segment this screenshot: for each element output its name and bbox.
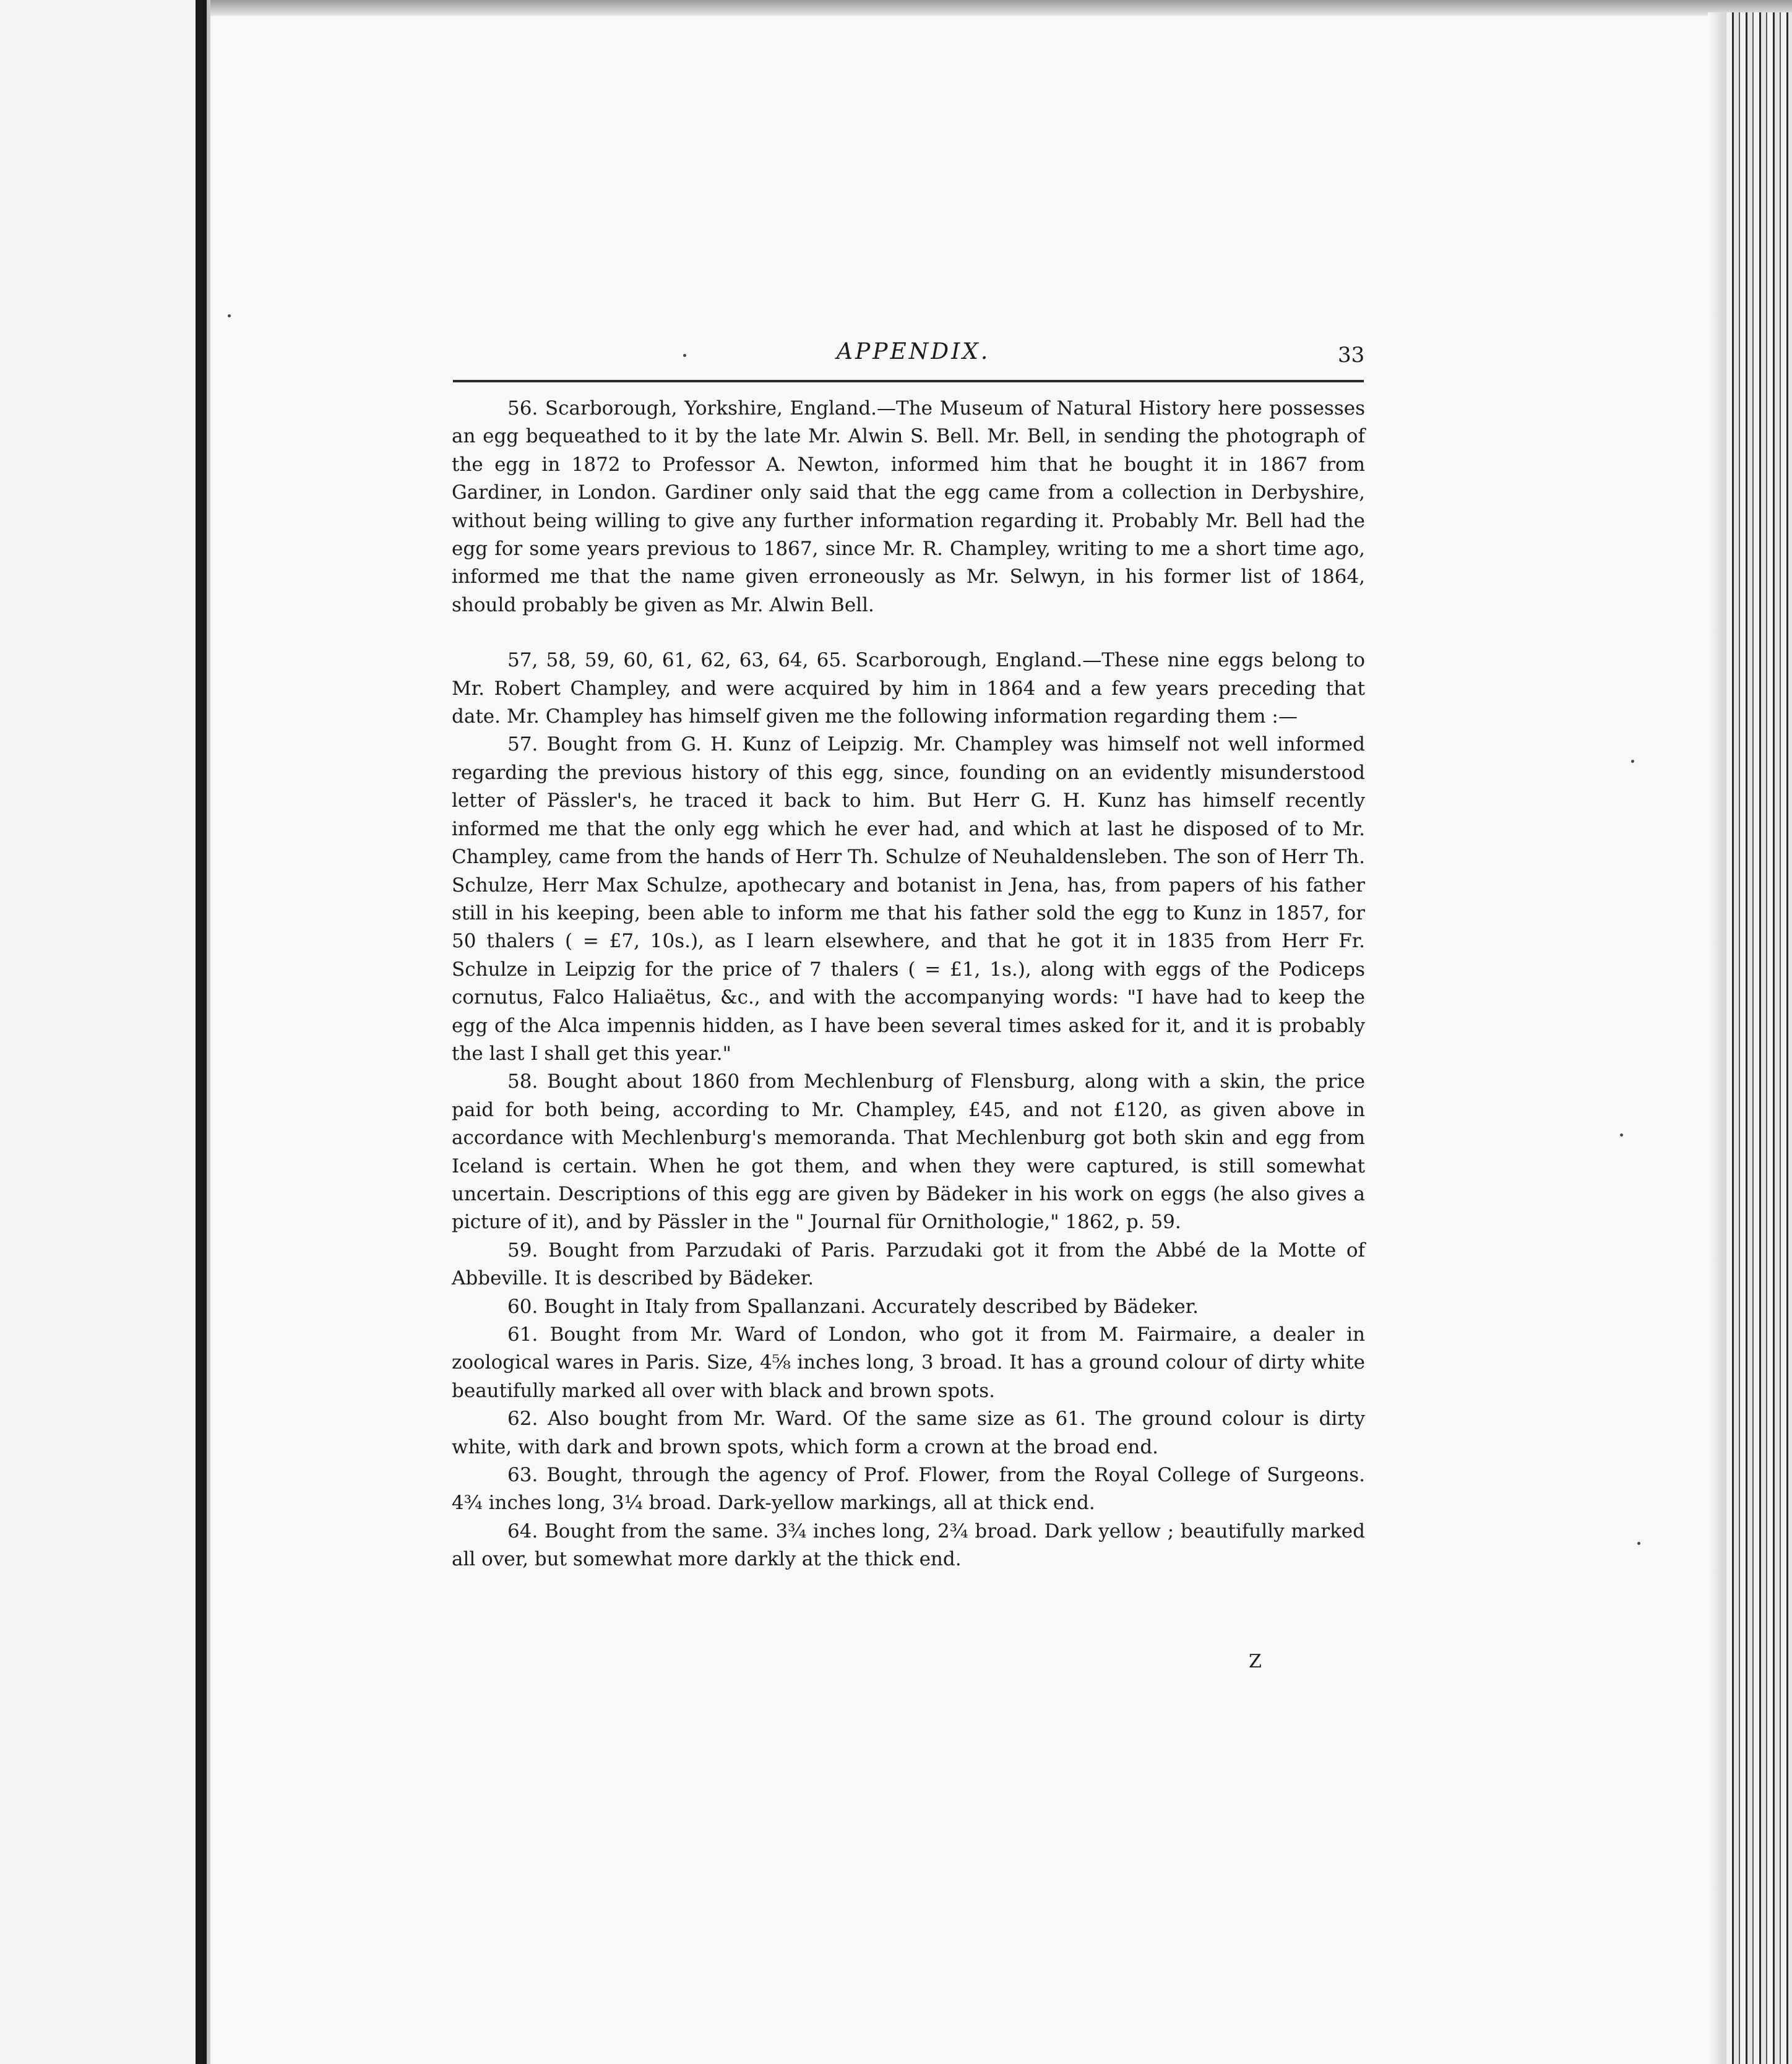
body-text	[452, 395, 1365, 1574]
paragraph-61: 61. Bought from Mr. Ward of London, who got it from M. Fairmaire, a dealer in zoological wares in Paris. Size, 4⅝ inches long, 3 broad. It has a ground colour of dirty white beautifully marked all over with black and brown spots.	[452, 1323, 1365, 1402]
speck	[1620, 1133, 1623, 1137]
speck	[1637, 1542, 1640, 1545]
paragraph-64: 64. Bought from the same. 3¾ inches long, 2¾ broad. Dark yellow ; beautifully marked all over, but somewhat more darkly at the thick end.	[452, 1520, 1365, 1571]
speck	[683, 354, 686, 357]
facing-page-edge	[196, 0, 207, 2064]
page-edge-shade	[1708, 12, 1729, 2064]
paragraph-59: 59. Bought from Parzudaki of Paris. Parzudaki got it from the Abbé de la Motte of Abbeville. It is described by Bädeker.	[452, 1239, 1365, 1290]
paragraph-58: 58. Bought about 1860 from Mechlenburg of Flensburg, along with a skin, the price paid for both being, according to Mr. Champley, £45, and not £120, as given above in accordance with Mechlenburg's memoranda. That Mechlenburg got both skin and egg from Iceland is certain. When he got them, and when they were captured, is still somewhat uncertain. Descriptions of this egg are given by Bädeker in his work on eggs (he also gives a picture of it), and by Pässler in the " Journal für Ornithologie," 1862, p. 59.	[452, 1070, 1365, 1234]
paragraph-56: 56. Scarborough, Yorkshire, England.—The Museum of Natural History here possesses an egg bequeathed to it by the late Mr. Alwin S. Bell. Mr. Bell, in sending the photograph of the egg in 1872 to Professor A. Newton, informed him that he bought it in 1867 from Gardiner, in London. Gardiner only said that the egg came from a collection in Derbyshire, without being willing to give any further information regarding it. Probably Mr. Bell had the egg for some years previous to 1867, since Mr. R. Champley, writing to me a short time ago, informed me that the name given erroneously as Mr. Selwyn, in his former list of 1864, should probably be given as Mr. Alwin Bell.	[452, 397, 1365, 616]
speck	[1631, 760, 1634, 763]
page-top-edge	[210, 0, 1792, 16]
paragraph-63: 63. Bought, through the agency of Prof. Flower, from the Royal College of Surgeons. 4¾ inches long, 3¼ broad. Dark-yellow markings, all at thick end.	[452, 1464, 1365, 1515]
page-stack-edges	[1726, 12, 1792, 2064]
signature-mark: Z	[1249, 1651, 1262, 1672]
paragraph-62: 62. Also bought from Mr. Ward. Of the same size as 61. The ground colour is dirty white, with dark and brown spots, which form a crown at the broad end.	[452, 1408, 1365, 1458]
paragraph-60: 60. Bought in Italy from Spallanzani. Accurately described by Bädeker.	[507, 1295, 1199, 1318]
running-head: APPENDIX.	[837, 339, 991, 364]
paragraph-57-65-intro: 57, 58, 59, 60, 61, 62, 63, 64, 65. Scarborough, England.—These nine eggs belong to Mr. Robert Champley, and were acquired by him in 1864 and a few years preceding that date. Mr. Champley has himself given me the following information regarding them :—	[452, 649, 1365, 728]
speck	[228, 314, 231, 317]
header-rule	[453, 380, 1364, 382]
page-number: 33	[1338, 343, 1365, 368]
paragraph-57: 57. Bought from G. H. Kunz of Leipzig. Mr. Champley was himself not well informed regarding the previous history of this egg, since, founding on an evidently misunderstood letter of Pässler's, he traced it back to him. But Herr G. H. Kunz has himself recently informed me that the only egg which he ever had, and which at last he disposed of to Mr. Champley, came from the hands of Herr Th. Schulze of Neuhaldensleben. The son of Herr Th. Schulze, Herr Max Schulze, apothecary and botanist in Jena, has, from papers of his father still in his keeping, been able to inform me that his father sold the egg to Kunz in 1857, for 50 thalers ( = £7, 10s.), as I learn elsewhere, and that he got it in 1835 from Herr Fr. Schulze in Leipzig for the price of 7 thalers ( = £1, 1s.), along with eggs of the Podiceps cornutus, Falco Haliaëtus, &c., and with the accompanying words: "I have had to keep the egg of the Alca impennis hidden, as I have been several times asked for it, and it is probably the last I shall get this year."	[452, 733, 1365, 1065]
facing-page	[0, 0, 198, 2064]
